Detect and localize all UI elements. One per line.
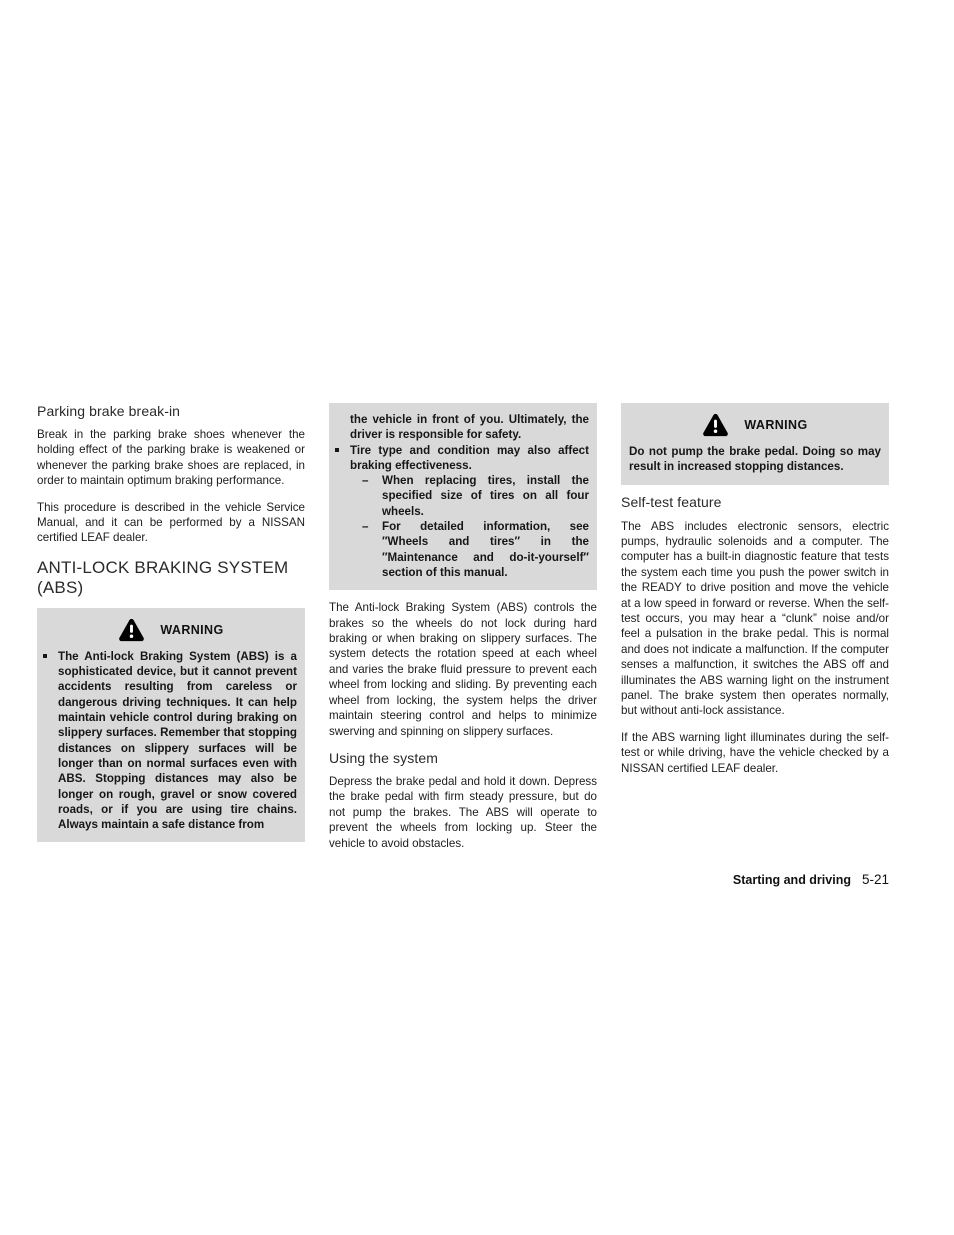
heading-self-test-feature: Self-test feature	[621, 493, 722, 510]
warning-box-continuation	[329, 403, 597, 590]
page-footer	[621, 871, 889, 889]
warning-text: Do not pump the brake pedal. Doing so may result in increased stopping distances.	[629, 445, 881, 474]
paragraph-self-test-1: The ABS includes electronic sensors, electric pumps, hydraulic solenoids and a computer. The computer has a built-in diagnostic feature that tests the system each time you push the power switch in the READY to drive position and move the vehicle at a low speed in forward or reverse. When the self-test occurs, you may hear a “clunk” noise and/or feel a pulsation in the brake pedal. This is normal and does not indicate a malfunction. If the computer senses a malfunction, it switches the ABS off and illuminates the ABS warning light on the instrument panel. The brake system then operates normally, but without anti-lock assistance.	[621, 519, 889, 718]
warning-bullet-item	[45, 649, 297, 833]
warning-dash-text: When replacing tires, install the specified size of tires on all four wheels.	[382, 474, 589, 518]
warning-bullet-text: The Anti-lock Braking System (ABS) is a sophisticated device, but it cannot prevent accidents resulting from careless or dangerous driving techniques. It can help maintain vehicle control during braking on slippery surfaces. Remember that stopping distances on slippery surfaces will be longer than on normal surfaces even with ABS. Stopping distances may also be longer on rough, gravel or snow covered roads, or if you are using tire chains. Always maintain a safe distance from	[58, 649, 297, 832]
bullet-icon	[43, 654, 47, 658]
paragraph-using-the-system: Depress the brake pedal and hold it down. Depress the brake pedal with firm steady pressure, but do not pump the brakes. The ABS will operate to prevent the wheels from locking up. Steer the vehicle to avoid obstacles.	[329, 774, 597, 850]
paragraph-parking-brake-2: This procedure is described in the vehicle Service Manual, and it can be performed by a NISSAN certified LEAF dealer.	[37, 500, 305, 545]
footer-section-title: Starting and driving	[732, 873, 851, 887]
right-column	[621, 403, 889, 776]
warning-triangle-icon	[118, 618, 145, 642]
bullet-icon	[335, 448, 339, 452]
footer-page-number: 5-21	[861, 872, 889, 887]
warning-dash-item	[337, 473, 589, 519]
warning-continuation-text: the vehicle in front of you. Ultimately, the driver is responsible for safety.	[350, 413, 589, 442]
warning-bullet-text: Tire type and condition may also affect braking effectiveness.	[350, 443, 589, 472]
warning-dash-text: For detailed information, see ″Wheels and tires″ in the ″Maintenance and do-it-yourself″ section of this manual.	[382, 520, 589, 579]
heading-using-the-system: Using the system	[329, 749, 438, 766]
warning-header	[629, 412, 881, 438]
paragraph-parking-brake-1: Break in the parking brake shoes whenever the holding effect of the parking brake is weakened or whenever the parking brake shoes are replaced, in order to maintain optimum braking performance.	[37, 428, 305, 488]
left-column	[37, 403, 305, 842]
heading-anti-lock-braking-system: ANTI-LOCK BRAKING SYSTEM (ABS)	[37, 557, 289, 598]
middle-column	[329, 403, 597, 851]
heading-parking-brake-break-in: Parking brake break-in	[37, 403, 181, 419]
warning-dash-item	[337, 519, 589, 580]
warning-header	[45, 617, 297, 643]
warning-title: WARNING	[744, 418, 808, 432]
dash-icon: –	[362, 474, 369, 488]
warning-triangle-icon	[702, 413, 729, 437]
warning-title: WARNING	[160, 622, 224, 637]
warning-box-pump	[621, 403, 889, 485]
warning-bullet-item	[337, 443, 589, 474]
paragraph-abs-overview: The Anti-lock Braking System (ABS) controls the brakes so the wheels do not lock during hard braking or when braking on slippery surfaces. The system detects the rotation speed at each wheel and varies the brake fluid pressure to prevent each wheel from locking and sliding. By preventing each wheel from locking, the system helps the driver maintain steering control and helps to minimize swerving and spinning on slippery surfaces.	[329, 601, 597, 738]
dash-icon: –	[362, 520, 369, 534]
warning-box-abs	[37, 608, 305, 843]
paragraph-self-test-2: If the ABS warning light illuminates during the self-test or while driving, have the vehicle checked by a NISSAN certified LEAF dealer.	[621, 730, 889, 775]
